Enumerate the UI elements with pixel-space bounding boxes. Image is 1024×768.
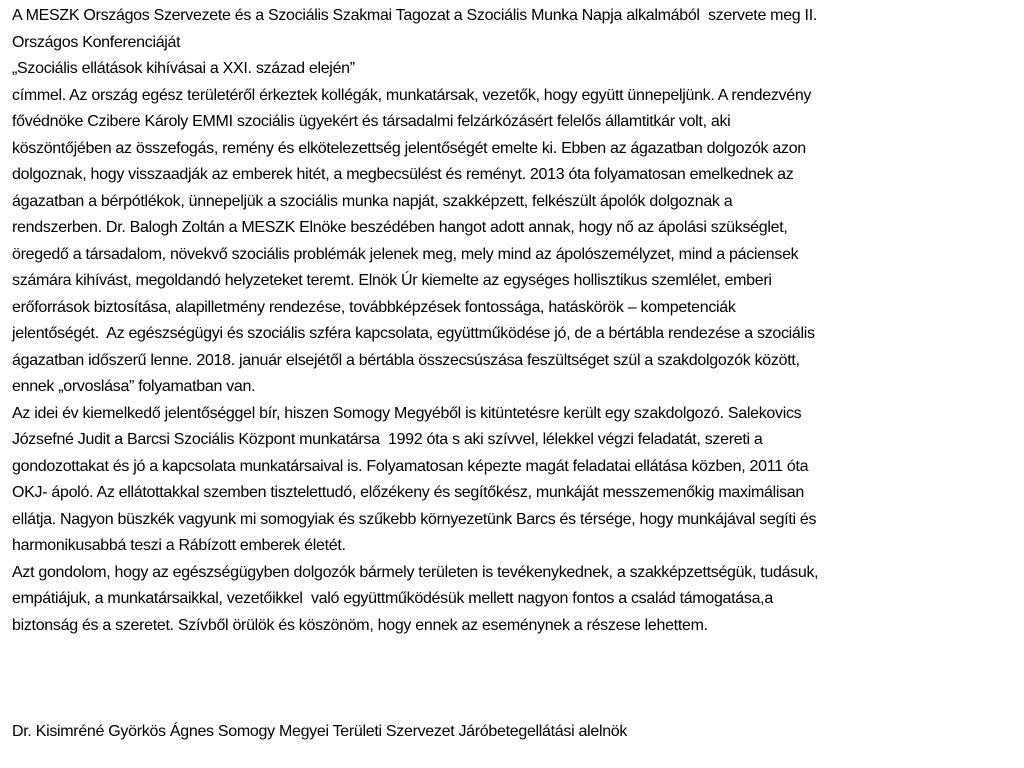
text-line: köszöntőjében az összefogás, remény és elkötelezettség jelentőségét emelte ki. Ebben az ágazatban dolgozók azon [12, 139, 806, 157]
text-line: ágazatban időszerű lenne. 2018. január elsejétől a bértábla összecsúszása feszültséget szül a szakdolgozók között, [12, 351, 800, 369]
blank-line [12, 666, 1012, 693]
text-line: öregedő a társadalom, növekvő szociális problémák jelenek meg, mely mind az ápolószemélyzet, mind a páciensek [12, 245, 799, 263]
text-line: „Szociális ellátások kihívásai a XXI. század elején” [12, 60, 355, 77]
signature-line: Dr. Kisimréné Györkös Ágnes Somogy Megyei Területi Szervezet Járóbetegellátási alelnök [12, 722, 628, 740]
text-line: címmel. Az ország egész területéről érkeztek kollégák, munkatársak, vezetők, hogy együtt ünnepeljünk. A rendezvény [12, 86, 812, 104]
text-line: A MESZK Országos Szervezete és a Szociális Szakmai Tagozat a Szociális Munka Napja alkalmából szervete meg II. [12, 7, 817, 24]
text-line: rendszerben. Dr. Balogh Zoltán a MESZK Elnöke beszédében hangot adott annak, hogy nő az ápolási szükséglet, [12, 219, 788, 236]
text-line: erőforrások biztosítása, alapilletmény rendezése, továbbképzések fontossága, hatáskörök – kompetenciák [12, 298, 736, 316]
blank-line [12, 692, 1012, 719]
text-line: Józsefné Judit a Barcsi Szociális Központ munkatársa 1992 óta s aki szívvel, lélekkel végzi feladatát, szereti a [12, 431, 763, 448]
text-line: gondozottakat és jó a kapcsolata munkatársaival is. Folyamatosan képezte magát feladatai ellátása közben, 2011 óta [12, 457, 809, 475]
text-line: dolgoznak, hogy visszaadják az emberek hitét, a megbecsülést és reményt. 2013 óta folyamatosan emelkednek az [12, 166, 794, 183]
text-line: empátiájuk, a munkatársaikkal, vezetőikkel való együttműködésük mellett nagyon fontos a család támogatása,a [12, 590, 773, 607]
text-line: OKJ- ápoló. Az ellátottakkal szemben tisztelettudó, előzékeny és segítőkész, munkáját messzemenőkig maximálisan [12, 484, 804, 501]
text-line: jelentőségét. Az egészségügyi és szociális szféra kapcsolata, együttműködése jó, de a bértábla rendezése a szociális [12, 325, 815, 342]
text-line: számára kihívást, megoldandó helyzeteket teremt. Elnök Úr kiemelte az egységes hollisztikus szemlélet, emberi [12, 272, 772, 289]
text-line: ennek „orvoslása” folyamatban van. [12, 378, 256, 395]
text-line: harmonikusabbá teszi a Rábízott emberek életét. [12, 537, 346, 554]
text-line: ágazatban a bérpótlékok, ünnepeljük a szociális munka napját, szakképzett, felkészült ápolók dolgoznak a [12, 192, 733, 210]
text-line: Országos Konferenciáját [12, 33, 181, 51]
blank-line [12, 639, 1012, 666]
text-line: biztonság és a szeretet. Szívből örülök és köszönöm, hogy ennek az eseménynek a részese lehettem. [12, 616, 708, 634]
text-line: fővédnöke Czibere Károly EMMI szociális ügyekért és társadalmi felzárkózásért felelős államtitkár volt, aki [12, 113, 731, 130]
text-line: Az idei év kiemelkedő jelentőséggel bír, hiszen Somogy Megyéből is kitüntetésre került egy szakdolgozó. Salekovics [12, 404, 802, 422]
text-line: ellátja. Nagyon büszkék vagyunk mi somogyiak és szűkebb környezetünk Barcs és térsége, hogy munkájával segíti és [12, 510, 817, 528]
text-line: Azt gondolom, hogy az egészségügyben dolgozók bármely területen is tevékenykednek, a szakképzettségük, tudásuk, [12, 563, 819, 581]
